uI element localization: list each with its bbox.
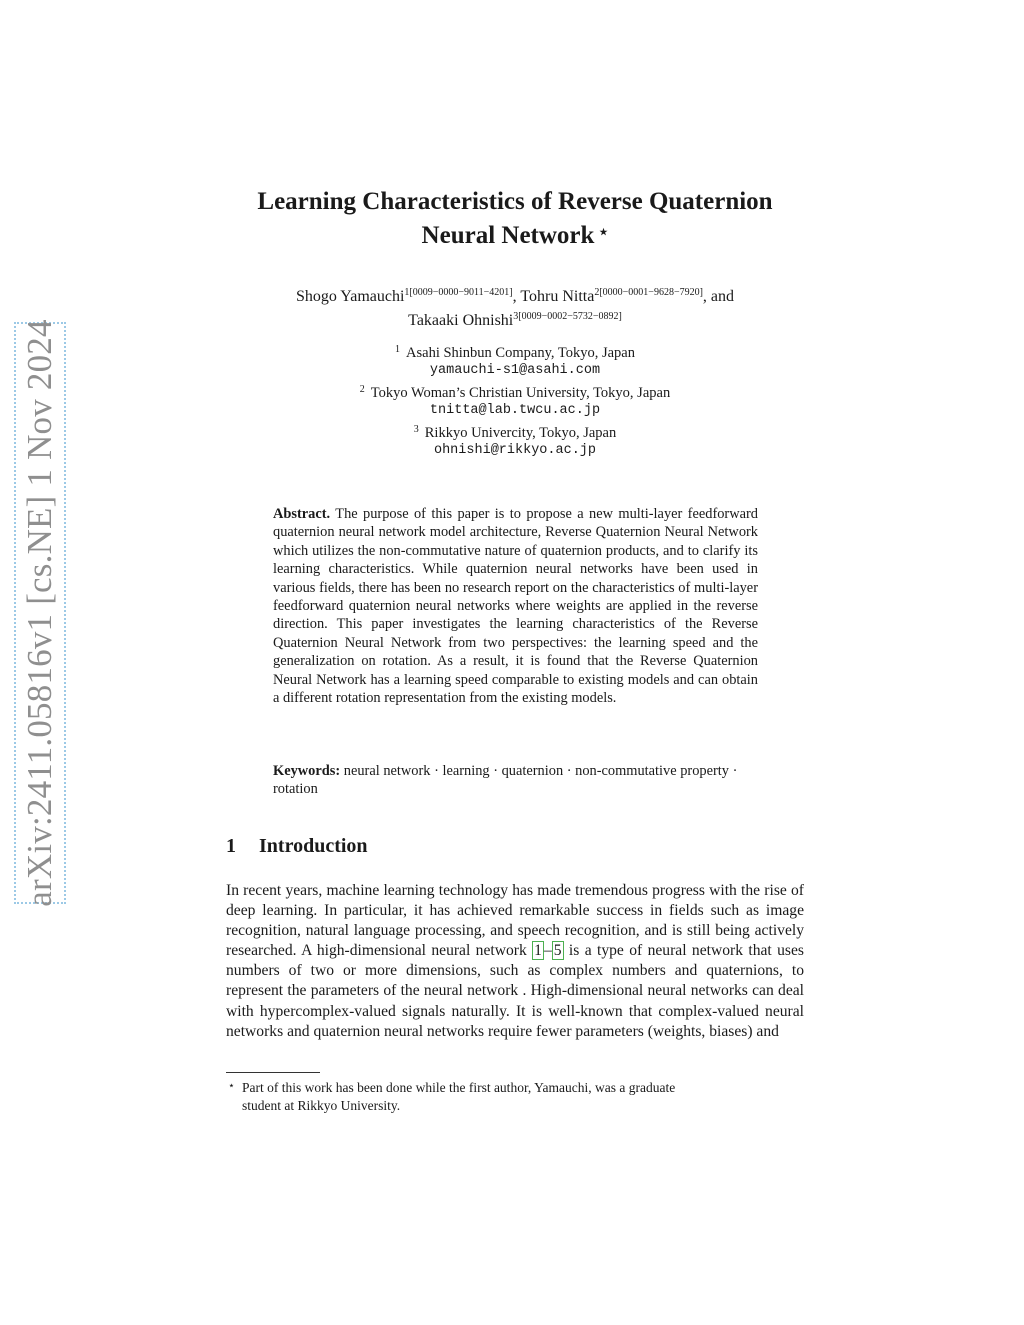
abstract — [273, 505, 758, 707]
section-number: 1 — [226, 835, 236, 857]
arxiv-stamp — [14, 319, 66, 907]
abstract-text: The purpose of this paper is to propose a new multi-layer feedforward quaternion neural network model architecture, Reverse Quaternion Neural Network which utilizes the non-commutative nature of quaternion products, and to clarify its learning characteristics. While quaternion neural networks have been used in various fields, there has been no research report on the characteristics of multi-layer feedforward quaternion neural networks where weights are applied in the reverse direction. This paper investigates the learning characteristics of the Reverse Quaternion Neural Network from two perspectives: the learning speed and the generalization on rotation. As a result, it is found that the Reverse Quaternion Neural Network has a learning speed comparable to existing models and can obtain a different rotation representation from the existing models. — [273, 506, 758, 707]
author-2-orcid: 2[0000−0001−9628−7920] — [594, 287, 703, 298]
affiliation-3-name: Rikkyo Univercity, Tokyo, Japan — [424, 424, 617, 441]
author-1-name: Shogo Yamauchi — [295, 288, 405, 305]
affiliation-1 — [200, 341, 830, 362]
affiliation-2-email[interactable]: tnitta@lab.twcu.ac.jp — [429, 403, 601, 419]
intro-text-part-1: In recent years, machine learning technology has made tremendous progress with the rise of deep learning. In particular, it has achieved remarkable success in fields such as image recognition, natural language processing, and speech recognition, and is still being actively researched. A high-dimensional neural network — [226, 882, 804, 960]
affiliation-3-email[interactable]: ohnishi@rikkyo.ac.jp — [433, 443, 597, 459]
introduction-paragraph — [226, 881, 804, 1042]
section-heading — [226, 835, 368, 858]
keywords-text: neural network · learning · quaternion · non-commutative property · rotation — [273, 763, 738, 798]
title-footnote-mark: ⋆ — [598, 224, 609, 241]
footnote-divider — [226, 1072, 320, 1073]
intro-text-part-2: is a type of neural network that uses numbers of two or more dimensions, such as complex numbers and quaternions, to represent the parameters of the neural network . High-dimensional neural networks can deal with hypercomplex-valued signals naturally. It is well-known that complex-valued neural networks and quaternion neural networks require fewer parameters (weights, biases) and — [226, 942, 804, 1040]
affiliation-1-email[interactable]: yamauchi-s1@asahi.com — [429, 363, 601, 379]
keywords-label: Keywords: — [273, 763, 341, 779]
affiliation-1-name: Asahi Shinbun Company, Tokyo, Japan — [406, 345, 635, 361]
citation-link-1[interactable]: 1 — [534, 942, 542, 960]
affiliation-3 — [200, 421, 830, 442]
affiliation-2 — [200, 381, 830, 402]
section-title: Introduction — [259, 835, 368, 857]
footnote — [228, 1077, 804, 1115]
affiliation-1-number: 1 — [395, 344, 401, 355]
author-3-name: Takaaki Ohnishi — [408, 312, 514, 329]
author-list: Shogo Yamauchi$^{1[0009-0000-9011-4201]}$, Tohru Nitta$^{2[0000-0001-9628-7920]}$, and Takaaki Ohnishi$^{3[0009-0002-5732-0892]}$ — [295, 287, 735, 329]
author-2-name: Tohru Nitta — [520, 288, 595, 305]
affiliation-2-number: 2 — [359, 383, 365, 395]
affiliation-3-number: 3 — [413, 423, 419, 435]
footnote-line-1: Part of this work has been done while the first author, Yamauchi, was a graduate — [242, 1080, 676, 1095]
abstract-label: Abstract. — [273, 506, 331, 522]
affiliations — [200, 341, 830, 460]
title-line-2: Neural Network — [421, 222, 595, 249]
paper-title — [200, 186, 830, 251]
arxiv-identifier: arXiv:2411.05816v1 [cs.NE] 1 Nov 2024 — [20, 319, 59, 907]
citation-dash: – — [543, 942, 552, 960]
footnote-mark: ⋆ — [228, 1080, 235, 1092]
author-3-orcid: 3[0009−0002−5732−0892] — [513, 311, 622, 322]
author-1-orcid: 1[0009−0000−9011−4201] — [404, 287, 513, 298]
title-line-1: Learning Characteristics of Reverse Quaternion — [257, 188, 773, 215]
affiliation-2-name: Tokyo Woman’s Christian University, Tokyo, Japan — [370, 384, 671, 401]
author-conjunction: , and — [702, 288, 735, 305]
footnote-line-2: student at Rikkyo University. — [242, 1098, 401, 1113]
citation-link-5[interactable]: 5 — [553, 942, 562, 960]
keywords — [273, 762, 758, 799]
